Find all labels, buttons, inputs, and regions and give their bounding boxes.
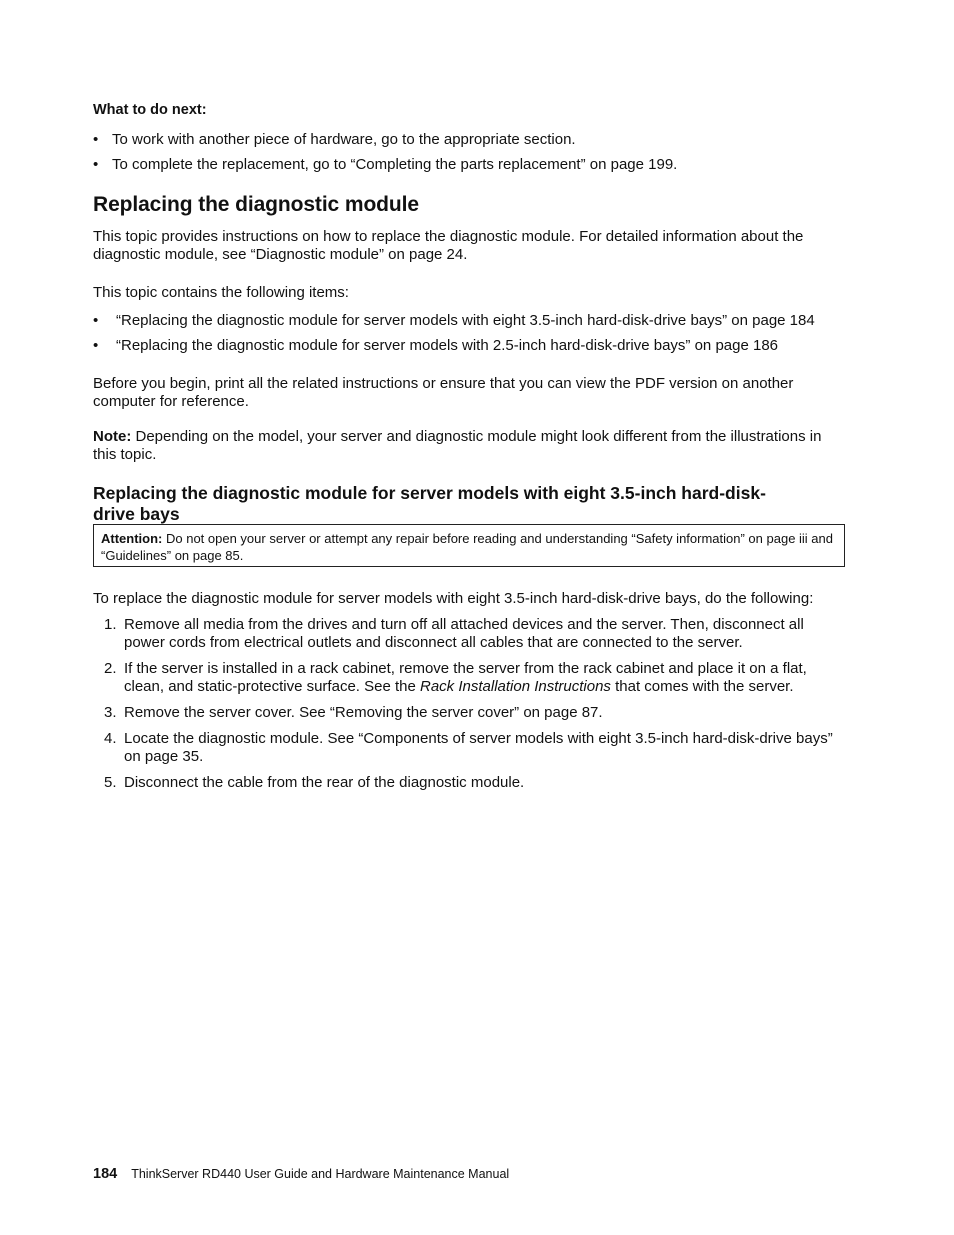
list-item: • “Replacing the diagnostic module for server models with eight 3.5-inch hard-disk-drive bays” on page 184 — [93, 312, 815, 329]
procedure-intro: To replace the diagnostic module for server models with eight 3.5-inch hard-disk-drive bays, do the following: — [93, 590, 814, 607]
subsection-title: Replacing the diagnostic module for server models with eight 3.5-inch hard-disk-drive bays — [93, 483, 766, 524]
list-item: • “Replacing the diagnostic module for server models with 2.5-inch hard-disk-drive bays” on page 186 — [93, 337, 779, 354]
what-next-list — [93, 131, 845, 181]
what-next-heading: What to do next: — [93, 102, 207, 118]
section-intro: This topic provides instructions on how to replace the diagnostic module. For detailed information about the diagnostic module, see “Diagnostic module” on page 24. — [93, 228, 804, 263]
section-title: Replacing the diagnostic module — [93, 193, 419, 216]
procedure-steps — [93, 616, 845, 800]
list-item: • To work with another piece of hardware, go to the appropriate section. — [93, 131, 576, 148]
attention-notice — [93, 524, 845, 567]
contains-label: This topic contains the following items: — [93, 284, 349, 301]
step-item: 4. Locate the diagnostic module. See “Components of server models with eight 3.5-inch hard-disk-drive bays” on page 35. — [104, 730, 833, 765]
step-item: 2. If the server is installed in a rack cabinet, remove the server from the rack cabinet and place it on a flat, clean, and static-protective surface. See the Rack Installation Instructions that comes with the server. — [104, 660, 807, 695]
step-item: 5. Disconnect the cable from the rear of the diagnostic module. — [104, 774, 525, 791]
page-number: 184 — [93, 1166, 118, 1182]
attention-text: Do not open your server or attempt any repair before reading and understanding “Safety information” on page iii and “Guidelines” on page 85. — [101, 531, 833, 563]
step-item: 3. Remove the server cover. See “Removing the server cover” on page 87. — [104, 704, 603, 721]
document-reference: Rack Installation Instructions — [420, 678, 611, 695]
page-footer — [93, 1166, 509, 1182]
before-you-begin: Before you begin, print all the related instructions or ensure that you can view the PDF version on another computer for reference. — [93, 375, 794, 410]
manual-title: ThinkServer RD440 User Guide and Hardware Maintenance Manual — [131, 1167, 510, 1181]
step-item: 1. Remove all media from the drives and turn off all attached devices and the server. Then, disconnect all power cords from electrical outlets and disconnect all cables that are connected to the server. — [104, 616, 804, 651]
list-item: • To complete the replacement, go to “Completing the parts replacement” on page 199. — [93, 156, 678, 173]
topic-items-list — [93, 312, 845, 362]
attention-label: Attention: — [101, 531, 163, 546]
note-text: Depending on the model, your server and diagnostic module might look different from the illustrations in this topic. — [93, 428, 822, 463]
note-paragraph — [93, 428, 845, 464]
topic-link[interactable]: “Replacing the diagnostic module for server models with eight 3.5-inch hard-disk-drive bays” on page 184 — [116, 312, 815, 329]
topic-link[interactable]: “Replacing the diagnostic module for server models with 2.5-inch hard-disk-drive bays” on page 186 — [116, 337, 779, 354]
note-label: Note: — [93, 428, 132, 445]
